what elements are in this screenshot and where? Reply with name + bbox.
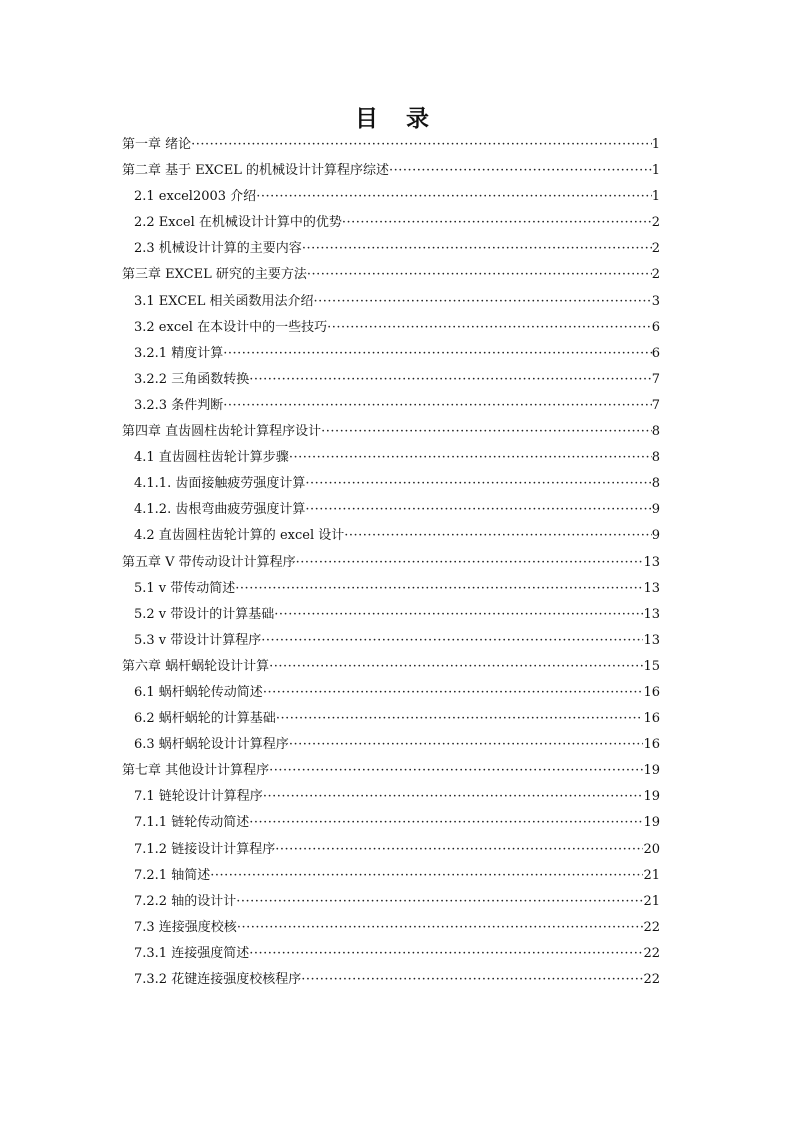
toc-entry[interactable] <box>122 184 660 210</box>
toc-entry[interactable] <box>122 758 660 784</box>
toc-entry[interactable] <box>122 602 660 628</box>
toc-entry-label: 3.2.1 精度计算 <box>134 345 224 361</box>
toc-entry-page-number: 9 <box>651 502 660 518</box>
toc-entry-label: 7.2.1 轴简述 <box>134 867 211 883</box>
toc-entry-label: 第五章 V 带传动设计计算程序 <box>122 554 296 570</box>
toc-entry-label: 第二章 基于 EXCEL 的机械设计计算程序综述 <box>122 163 389 179</box>
toc-entry-page-number: 1 <box>651 163 660 179</box>
toc-entry-label: 4.1.1. 齿面接触疲劳强度计算 <box>134 476 306 492</box>
toc-entry[interactable] <box>122 341 660 367</box>
toc-entry-page-number: 7 <box>651 397 660 413</box>
toc-entry[interactable] <box>122 889 660 915</box>
toc-dot-leader <box>389 158 652 184</box>
toc-entry[interactable] <box>122 445 660 471</box>
toc-entry[interactable] <box>122 471 660 497</box>
toc-entry-page-number: 8 <box>651 476 660 492</box>
toc-entry-page-number: 8 <box>651 450 660 466</box>
toc-entry[interactable] <box>122 706 660 732</box>
toc-entry-page-number: 2 <box>651 267 660 283</box>
toc-entry-label: 2.1 excel2003 介绍 <box>134 189 257 205</box>
toc-entry-page-number: 6 <box>651 345 660 361</box>
toc-entry-label: 7.1.2 链接设计计算程序 <box>134 841 276 857</box>
toc-entry-label: 3.2.3 条件判断 <box>134 397 224 413</box>
toc-entry[interactable] <box>122 967 660 993</box>
toc-entry[interactable] <box>122 654 660 680</box>
toc-entry[interactable] <box>122 680 660 706</box>
toc-entry-page-number: 6 <box>651 319 660 335</box>
toc-dot-leader <box>289 732 644 758</box>
toc-entry[interactable] <box>122 863 660 889</box>
toc-dot-leader <box>223 341 652 367</box>
toc-entry-page-number: 19 <box>643 815 660 831</box>
toc-entry-page-number: 21 <box>643 893 660 909</box>
toc-dot-leader <box>302 236 652 262</box>
toc-entry[interactable] <box>122 628 660 654</box>
toc-entry[interactable] <box>122 523 660 549</box>
toc-entry-label: 第四章 直齿圆柱齿轮计算程序设计 <box>122 424 322 440</box>
toc-entry-page-number: 16 <box>643 711 660 727</box>
toc-entry[interactable] <box>122 367 660 393</box>
toc-dot-leader <box>269 758 643 784</box>
toc-entry-page-number: 1 <box>651 189 660 205</box>
toc-entry-page-number: 20 <box>643 841 660 857</box>
toc-entry-page-number: 21 <box>643 867 660 883</box>
toc-dot-leader <box>307 262 652 288</box>
toc-entry[interactable] <box>122 210 660 236</box>
toc-entry-label: 3.2 excel 在本设计中的一些技巧 <box>134 319 328 335</box>
toc-dot-leader <box>342 210 652 236</box>
toc-entry[interactable] <box>122 810 660 836</box>
toc-entry-label: 第一章 绪论 <box>122 137 192 152</box>
toc-entry[interactable] <box>122 784 660 810</box>
toc-dot-leader <box>321 419 652 445</box>
toc-entry[interactable] <box>122 837 660 863</box>
toc-dot-leader <box>237 915 644 941</box>
toc-entry-page-number: 8 <box>651 424 660 440</box>
toc-entry-label: 2.3 机械设计计算的主要内容 <box>134 241 302 257</box>
toc-entry-page-number: 22 <box>643 972 660 987</box>
toc-dot-leader <box>305 497 651 523</box>
toc-entry-page-number: 19 <box>643 763 660 779</box>
toc-entry-page-number: 19 <box>643 789 660 805</box>
toc-entry-page-number: 15 <box>643 658 660 674</box>
toc-dot-leader <box>210 863 643 889</box>
toc-entry-label: 2.2 Excel 在机械设计计算中的优势 <box>134 215 342 231</box>
toc-dot-leader <box>263 680 644 706</box>
toc-dot-leader <box>191 132 652 158</box>
toc-dot-leader <box>296 550 644 576</box>
toc-dot-leader <box>261 628 643 654</box>
toc-entry-label: 第七章 其他设计计算程序 <box>122 763 270 779</box>
toc-entry-label: 第六章 蜗杆蜗轮设计计算 <box>122 658 270 674</box>
toc-entry-page-number: 7 <box>651 371 660 387</box>
toc-entry-page-number: 13 <box>643 632 660 648</box>
toc-entry-page-number: 1 <box>651 137 660 152</box>
toc-dot-leader <box>327 315 652 341</box>
toc-entry-label: 7.1 链轮设计计算程序 <box>134 789 263 805</box>
toc-dot-leader <box>249 367 652 393</box>
toc-dot-leader <box>269 654 643 680</box>
toc-dot-leader <box>305 471 651 497</box>
toc-entry-label: 7.3.2 花键连接强度校核程序 <box>134 972 302 987</box>
table-of-contents <box>122 132 660 993</box>
toc-dot-leader <box>275 837 643 863</box>
toc-dot-leader <box>263 784 644 810</box>
toc-entry-page-number: 16 <box>643 684 660 700</box>
toc-entry-page-number: 13 <box>643 606 660 622</box>
toc-entry-label: 6.1 蜗杆蜗轮传动简述 <box>134 684 263 700</box>
toc-entry-page-number: 3 <box>651 293 660 309</box>
toc-dot-leader <box>235 576 643 602</box>
toc-entry[interactable] <box>122 419 660 445</box>
toc-dot-leader <box>249 941 643 967</box>
toc-entry-page-number: 13 <box>643 580 660 596</box>
toc-entry-label: 7.3 连接强度校核 <box>134 919 237 935</box>
page-title: 目 录 <box>354 106 439 132</box>
toc-entry-label: 4.2 直齿圆柱齿轮计算的 excel 设计 <box>134 528 345 544</box>
toc-entry-label: 7.1.1 链轮传动简述 <box>134 815 250 831</box>
toc-entry[interactable] <box>122 550 660 576</box>
toc-dot-leader <box>276 706 644 732</box>
toc-entry-label: 6.3 蜗杆蜗轮设计计算程序 <box>134 737 289 753</box>
toc-entry[interactable] <box>122 289 660 315</box>
toc-dot-leader <box>301 967 643 993</box>
toc-entry[interactable] <box>122 915 660 941</box>
toc-entry[interactable] <box>122 497 660 523</box>
toc-dot-leader <box>314 289 652 315</box>
toc-entry-page-number: 2 <box>651 241 660 257</box>
toc-dot-leader <box>344 523 651 549</box>
toc-entry-label: 7.2.2 轴的设计计 <box>134 893 237 909</box>
toc-entry-page-number: 2 <box>651 215 660 231</box>
toc-entry-label: 4.1 直齿圆柱齿轮计算步骤 <box>134 450 289 466</box>
toc-dot-leader <box>236 889 643 915</box>
toc-entry-label: 3.1 EXCEL 相关函数用法介绍 <box>134 293 314 309</box>
toc-entry-label: 3.2.2 三角函数转换 <box>134 371 250 387</box>
toc-entry[interactable] <box>122 576 660 602</box>
toc-entry-page-number: 22 <box>643 919 660 935</box>
toc-entry-page-number: 9 <box>651 528 660 544</box>
toc-entry-label: 5.2 v 带设计的计算基础 <box>134 606 275 622</box>
toc-entry-label: 5.3 v 带设计计算程序 <box>134 632 262 648</box>
toc-dot-leader <box>223 393 652 419</box>
toc-entry[interactable] <box>122 158 660 184</box>
toc-dot-leader <box>249 810 643 836</box>
toc-dot-leader <box>289 445 652 471</box>
toc-entry-label: 4.1.2. 齿根弯曲疲劳强度计算 <box>134 502 306 518</box>
toc-entry[interactable] <box>122 236 660 262</box>
toc-entry-label: 7.3.1 连接强度简述 <box>134 945 250 961</box>
toc-entry[interactable] <box>122 393 660 419</box>
toc-entry-label: 第三章 EXCEL 研究的主要方法 <box>122 267 307 283</box>
toc-entry-page-number: 22 <box>643 945 660 961</box>
toc-entry[interactable] <box>122 941 660 967</box>
toc-dot-leader <box>274 602 643 628</box>
toc-entry[interactable] <box>122 132 660 158</box>
toc-entry-label: 6.2 蜗杆蜗轮的计算基础 <box>134 711 276 727</box>
toc-dot-leader <box>256 184 652 210</box>
toc-entry-label: 5.1 v 带传动简述 <box>134 580 236 596</box>
toc-entry[interactable] <box>122 732 660 758</box>
toc-entry-page-number: 16 <box>643 737 660 753</box>
toc-entry-page-number: 13 <box>643 554 660 570</box>
toc-entry[interactable] <box>122 262 660 288</box>
toc-entry[interactable] <box>122 315 660 341</box>
